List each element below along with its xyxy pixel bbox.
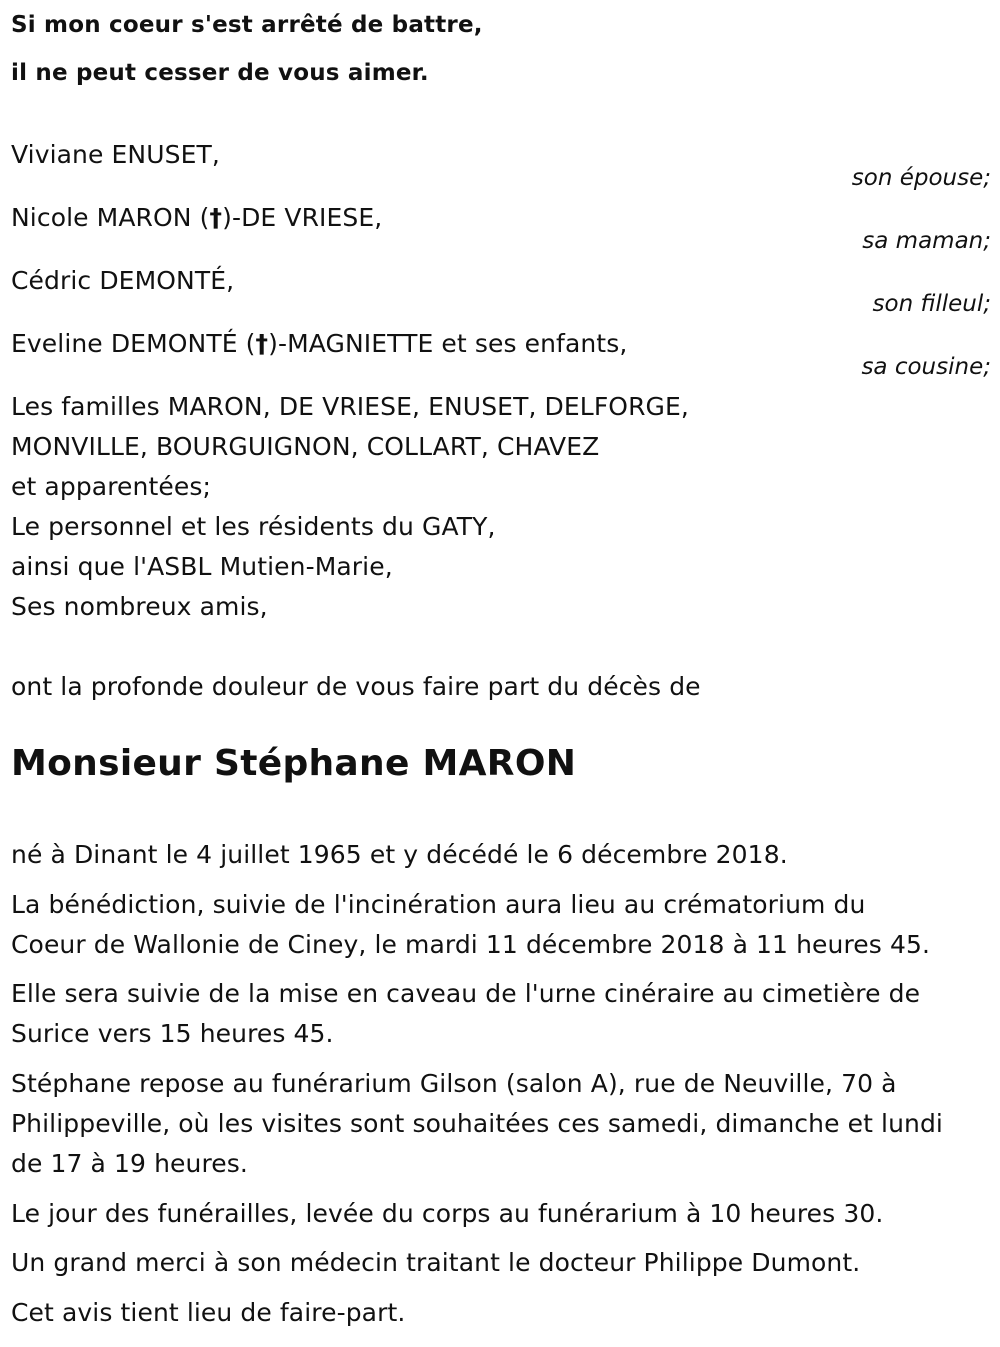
mourner-name-part: Eveline DEMONTÉ ( bbox=[11, 329, 256, 358]
detail-line: Philippeville, où les visites sont souhaitées ces samedi, dimanche et lundi bbox=[11, 1109, 943, 1138]
deceased-name: Monsieur Stéphane MARON bbox=[11, 743, 577, 784]
detail-line: Cet avis tient lieu de faire-part. bbox=[11, 1298, 406, 1327]
families-line: Les familles MARON, DE VRIESE, ENUSET, DELFORGE, bbox=[11, 392, 689, 421]
mourner-name-part: )-DE VRIESE, bbox=[222, 203, 383, 232]
families-line: et apparentées; bbox=[11, 472, 211, 501]
families-line: Le personnel et les résidents du GATY, bbox=[11, 512, 496, 541]
detail-line: Elle sera suivie de la mise en caveau de l'urne cinéraire au cimetière de bbox=[11, 979, 921, 1008]
cross-symbol: † bbox=[209, 203, 223, 232]
mourner-name-part: Nicole MARON ( bbox=[11, 203, 210, 232]
detail-line: Le jour des funérailles, levée du corps au funérarium à 10 heures 30. bbox=[11, 1199, 884, 1228]
epigraph-line-2: il ne peut cesser de vous aimer. bbox=[11, 60, 429, 86]
mourner-role: son filleul; bbox=[872, 291, 991, 317]
cross-symbol: † bbox=[255, 329, 269, 358]
detail-line: Un grand merci à son médecin traitant le docteur Philippe Dumont. bbox=[11, 1248, 861, 1277]
families-line: MONVILLE, BOURGUIGNON, COLLART, CHAVEZ bbox=[11, 432, 600, 461]
detail-line: Stéphane repose au funérarium Gilson (salon A), rue de Neuville, 70 à bbox=[11, 1069, 897, 1098]
mourner-name bbox=[11, 329, 627, 358]
families-line: Ses nombreux amis, bbox=[11, 592, 268, 621]
mourner-name-part: )-MAGNIETTE et ses enfants, bbox=[268, 329, 628, 358]
mourner-name bbox=[11, 203, 382, 232]
epigraph-line-1: Si mon coeur s'est arrêté de battre, bbox=[11, 12, 483, 38]
mourner-role: sa maman; bbox=[862, 228, 991, 254]
mourner-name: Cédric DEMONTÉ, bbox=[11, 266, 235, 295]
detail-line: Surice vers 15 heures 45. bbox=[11, 1019, 334, 1048]
detail-line: La bénédiction, suivie de l'incinération aura lieu au crématorium du bbox=[11, 890, 866, 919]
detail-line: de 17 à 19 heures. bbox=[11, 1149, 248, 1178]
mourner-role: son épouse; bbox=[851, 165, 991, 191]
detail-line: Coeur de Wallonie de Ciney, le mardi 11 décembre 2018 à 11 heures 45. bbox=[11, 930, 931, 959]
mourner-role: sa cousine; bbox=[861, 354, 991, 380]
families-line: ainsi que l'ASBL Mutien-Marie, bbox=[11, 552, 393, 581]
announcement: ont la profonde douleur de vous faire part du décès de bbox=[11, 672, 701, 701]
mourner-name: Viviane ENUSET, bbox=[11, 140, 220, 169]
detail-line: né à Dinant le 4 juillet 1965 et y décédé le 6 décembre 2018. bbox=[11, 840, 788, 869]
